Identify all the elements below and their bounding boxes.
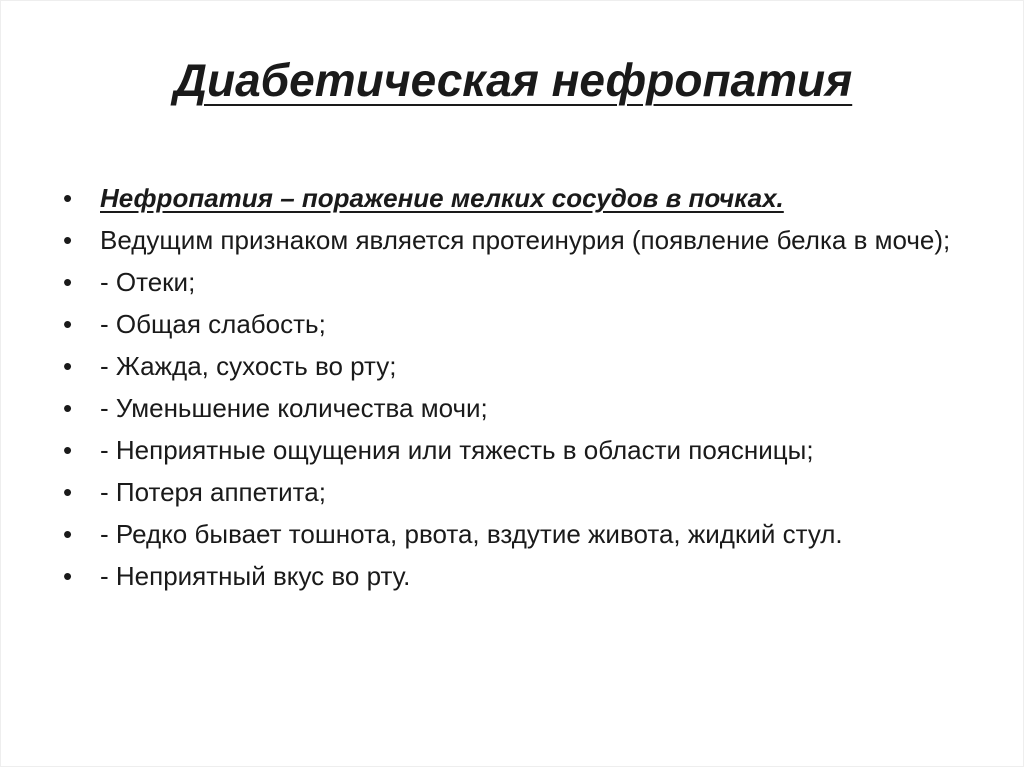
bullet-icon: • (63, 351, 73, 381)
bullet-text: - Общая слабость; (100, 309, 326, 339)
bullet-item-edema (63, 266, 983, 299)
bullet-item-weakness (63, 308, 983, 341)
bullet-icon: • (63, 183, 73, 213)
bullet-item-nausea (63, 518, 983, 551)
bullet-icon: • (63, 519, 73, 549)
bullet-text: - Неприятный вкус во рту. (100, 561, 411, 591)
bullet-icon: • (63, 477, 73, 507)
bullet-icon: • (63, 225, 73, 255)
bullet-list (63, 182, 983, 602)
bullet-text: - Отеки; (100, 267, 196, 297)
bullet-item-thirst (63, 350, 983, 383)
bullet-icon: • (63, 393, 73, 423)
bullet-text: - Уменьшение количества мочи; (100, 393, 488, 423)
bullet-item-proteinuria (63, 224, 983, 257)
bullet-item-lumbar (63, 434, 983, 467)
bullet-icon: • (63, 309, 73, 339)
bullet-item-appetite (63, 476, 983, 509)
bullet-icon: • (63, 435, 73, 465)
bullet-text: - Неприятные ощущения или тяжесть в области поясницы; (100, 435, 814, 465)
bullet-item-urine (63, 392, 983, 425)
bullet-text: Нефропатия – поражение мелких сосудов в почках. (100, 183, 784, 213)
slide-title: Диабетическая нефропатия (173, 54, 853, 106)
bullet-item-taste (63, 560, 983, 593)
bullet-icon: • (63, 561, 73, 591)
bullet-icon: • (63, 267, 73, 297)
bullet-text: - Жажда, сухость во рту; (100, 351, 397, 381)
bullet-item-definition (63, 182, 983, 215)
bullet-text: - Редко бывает тошнота, рвота, вздутие живота, жидкий стул. (100, 519, 843, 549)
bullet-text: - Потеря аппетита; (100, 477, 326, 507)
bullet-text: Ведущим признаком является протеинурия (появление белка в моче); (100, 225, 951, 255)
